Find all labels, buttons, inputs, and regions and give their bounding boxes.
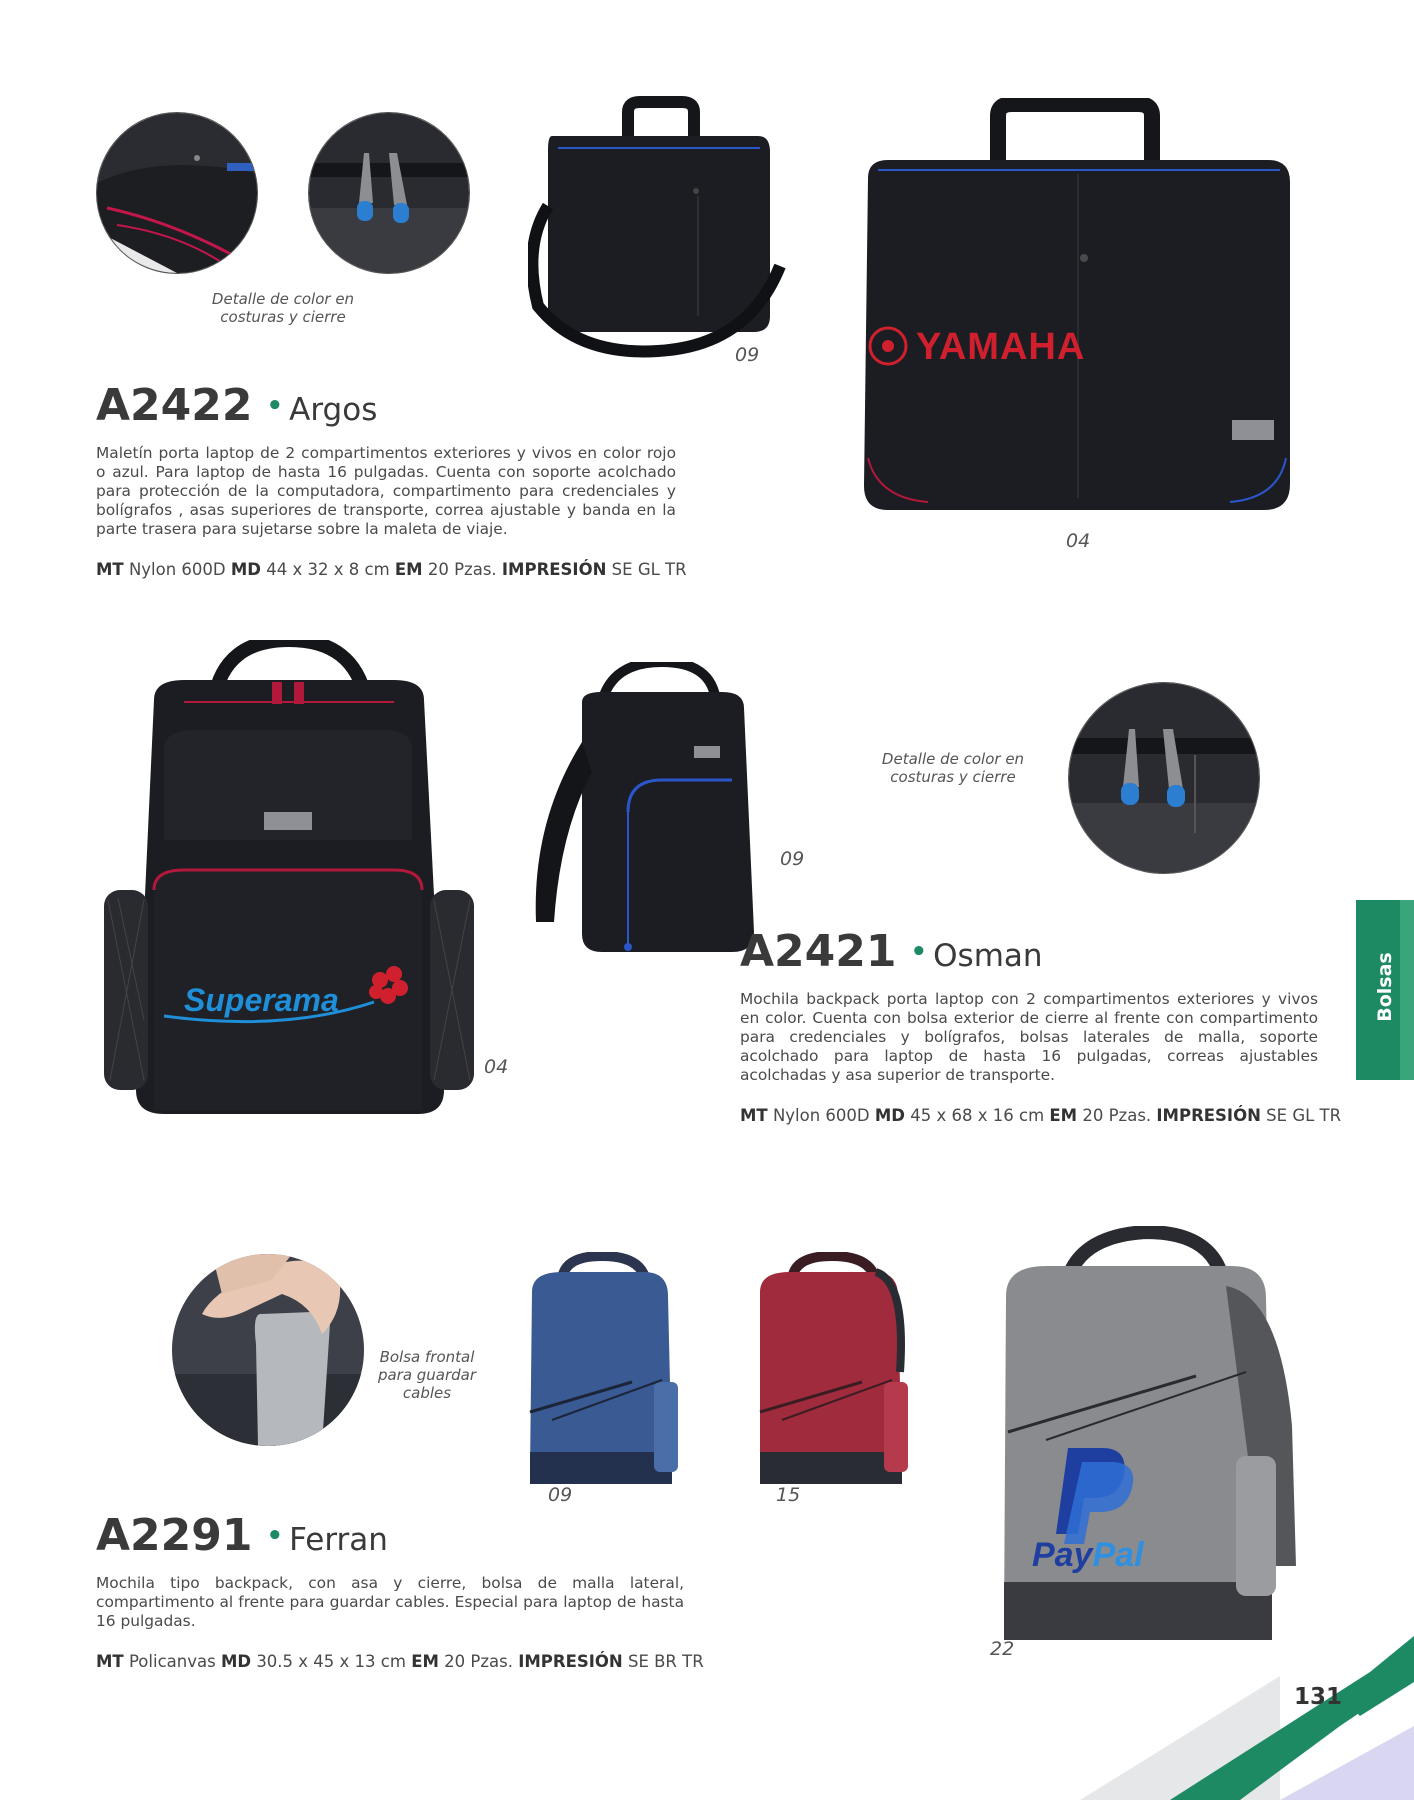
product-title <box>96 1510 388 1561</box>
spec-material: Nylon 600D <box>128 560 226 579</box>
spec-label-packing: EM <box>394 560 423 579</box>
detail-caption-line-2: costuras y cierre <box>890 768 1016 786</box>
product-specs <box>740 1106 1341 1125</box>
title-bullet: • <box>266 391 284 421</box>
product-specs <box>96 1652 704 1671</box>
page-number: 131 <box>1294 1684 1343 1710</box>
product-name: Osman <box>933 938 1043 974</box>
spec-label-packing: EM <box>411 1652 439 1671</box>
spec-packing: 20 Pzas. <box>1082 1106 1152 1125</box>
detail-caption-line-1: Detalle de color en <box>881 750 1025 768</box>
spec-label-dimensions: MD <box>874 1106 906 1125</box>
brand-logo-paypal <box>1032 1536 1144 1575</box>
brand-logo-paypal-part-1: Pay <box>1032 1536 1093 1574</box>
detail-photo-zipper <box>1068 682 1260 874</box>
product-photo-briefcase-branded <box>838 98 1318 518</box>
footer-decoration <box>1040 1636 1414 1800</box>
spec-dimensions: 45 x 68 x 16 cm <box>910 1106 1045 1125</box>
product-photo-backpack-branded <box>104 640 474 1120</box>
variant-number-09: 09 <box>780 848 805 870</box>
product-photo-backpack-red <box>752 1252 912 1486</box>
spec-label-material: MT <box>96 1652 124 1671</box>
brand-logo-superama: Superama <box>184 982 339 1018</box>
section-tab-bolsas[interactable] <box>1356 900 1414 1080</box>
product-name: Argos <box>289 392 378 428</box>
brand-logo-yamaha: YAMAHA <box>916 326 1086 368</box>
spec-label-dimensions: MD <box>230 560 262 579</box>
spec-material: Policanvas <box>128 1652 216 1671</box>
detail-caption-line-2: para guardar <box>377 1366 477 1384</box>
brand-logo-paypal-part-2: Pal <box>1092 1536 1144 1574</box>
product-title <box>96 380 377 431</box>
spec-label-packing: EM <box>1049 1106 1078 1125</box>
title-bullet: • <box>910 937 928 967</box>
detail-caption-line-1: Detalle de color en <box>211 290 355 308</box>
product-name: Ferran <box>289 1522 388 1558</box>
product-photo-backpack-branded <box>996 1226 1296 1646</box>
spec-printing: SE GL TR <box>611 560 687 579</box>
section-tab-label: Bolsas <box>1374 952 1396 1022</box>
spec-packing: 20 Pzas. <box>444 1652 513 1671</box>
spec-printing: SE BR TR <box>627 1652 704 1671</box>
detail-caption <box>860 750 1046 786</box>
product-description: Mochila backpack porta laptop con 2 compartimentos exteriores y vivos en color. Cuenta con bolsa exterior de cierre al frente con compartimento para credenciales y bolígrafos, bolsas laterales de malla, soporte acolchado para laptop de hasta 16 pulgadas, correas ajustables acolchadas y asa superior de transporte. <box>740 990 1318 1084</box>
variant-number-15: 15 <box>776 1484 801 1506</box>
product-photo-backpack-blue <box>522 1252 682 1486</box>
product-photo-briefcase-small <box>528 96 790 366</box>
detail-photo-stitching <box>96 112 258 274</box>
product-code: A2291 <box>96 1510 253 1561</box>
product-photo-backpack-small <box>532 662 762 958</box>
product-specs <box>96 560 687 579</box>
spec-label-printing: IMPRESIÓN <box>501 560 607 579</box>
detail-caption <box>370 1348 484 1402</box>
spec-label-dimensions: MD <box>220 1652 252 1671</box>
detail-caption-line-3: cables <box>402 1384 452 1402</box>
product-code: A2421 <box>740 926 897 977</box>
spec-label-printing: IMPRESIÓN <box>1156 1106 1261 1125</box>
spec-label-material: MT <box>740 1106 768 1125</box>
spec-packing: 20 Pzas. <box>427 560 497 579</box>
title-bullet: • <box>266 1521 284 1551</box>
variant-number-09: 09 <box>735 344 760 366</box>
spec-material: Nylon 600D <box>772 1106 870 1125</box>
detail-photo-pocket <box>172 1254 364 1446</box>
product-code: A2422 <box>96 380 253 431</box>
variant-number-22: 22 <box>990 1638 1015 1660</box>
spec-printing: SE GL TR <box>1266 1106 1342 1125</box>
detail-caption-line-2: costuras y cierre <box>220 308 346 326</box>
product-description: Maletín porta laptop de 2 compartimentos exteriores y vivos en color rojo o azul. Para laptop de hasta 16 pulgadas. Cuenta con soporte acolchado para protección de la computadora, compartimento para credenciales y bolígrafos , asas superiores de transporte, correa ajustable y banda en la parte trasera para sujetarse sobre la maleta de viaje. <box>96 444 676 538</box>
variant-number-09: 09 <box>548 1484 573 1506</box>
spec-label-printing: IMPRESIÓN <box>518 1652 623 1671</box>
product-description: Mochila tipo backpack, con asa y cierre, bolsa de malla lateral, compartimento al frente para guardar cables. Especial para laptop de hasta 16 pulgadas. <box>96 1574 684 1630</box>
spec-label-material: MT <box>96 560 124 579</box>
product-title <box>740 926 1043 977</box>
spec-dimensions: 44 x 32 x 8 cm <box>266 560 390 579</box>
variant-number-04: 04 <box>484 1056 509 1078</box>
detail-caption <box>180 290 386 326</box>
detail-photo-zipper <box>308 112 470 274</box>
section-tab-accent <box>1400 900 1414 1080</box>
variant-number-04: 04 <box>1066 530 1091 552</box>
detail-caption-line-1: Bolsa frontal <box>379 1348 475 1366</box>
spec-dimensions: 30.5 x 45 x 13 cm <box>256 1652 406 1671</box>
